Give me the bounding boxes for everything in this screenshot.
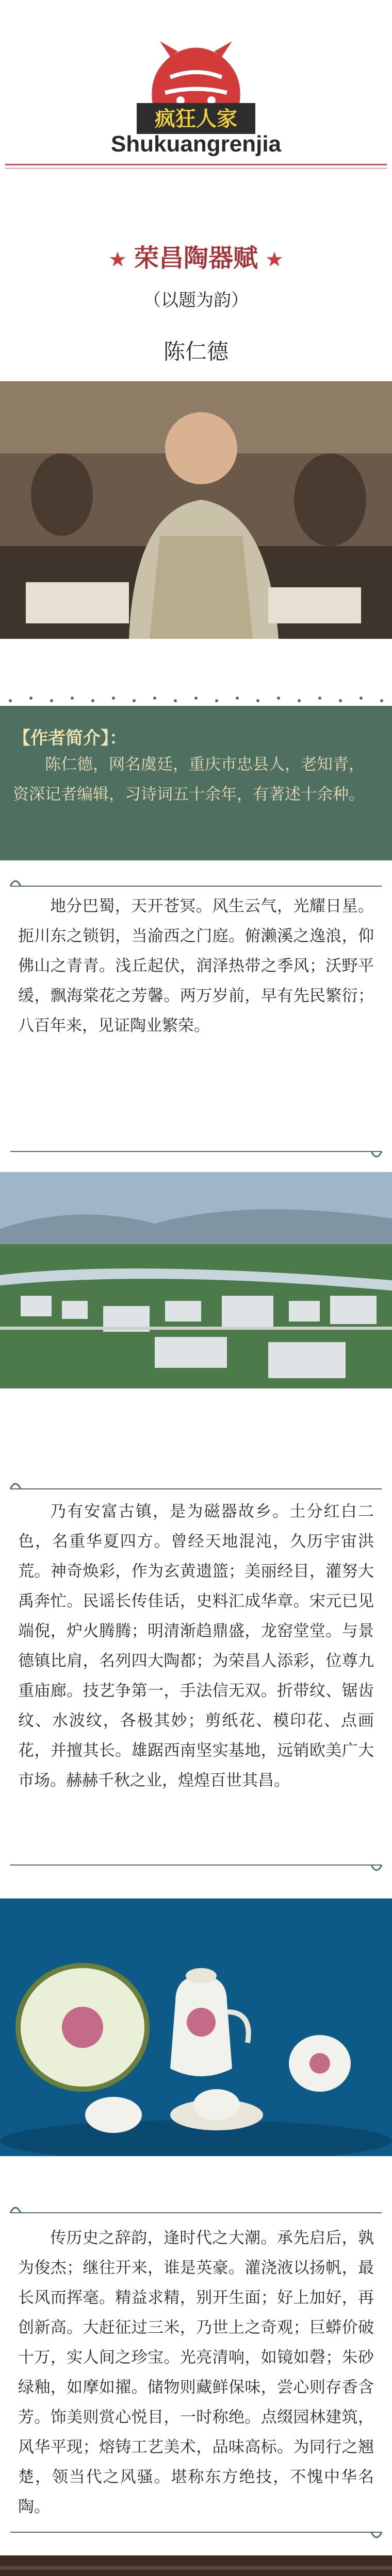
porcelain-tea-set-photo bbox=[0, 1899, 392, 2156]
author-photo bbox=[0, 381, 392, 639]
city-aerial-photo bbox=[0, 1172, 392, 1388]
body-paragraph-3: 传历史之辞韵，逢时代之大潮。承先启后，孰为俊杰；继往开来，谁是英豪。灌浇液以扬帆，最长风而挥毫。精益求精，别开生面；好上加好，再创新高。大赶征过三米，乃世上之奇观；巨蟒价破十万，实人间之珍宝。光亮清响，如镜如磬；朱砂绿釉，如摩如擢。储物则藏鲜保味，尝心则存香含芳。饰美则赏心悦目，一时称绝。点缀园林建筑，风华平现；熔铸工艺美术，品味高标。为同行之翘楚，领当代之风骚。堪称东方绝技，不愧中华名陶。 bbox=[18, 2229, 374, 2516]
article-title-row bbox=[0, 238, 392, 274]
paragraph-ornament bbox=[0, 1146, 392, 1167]
paragraph-ornament bbox=[0, 1473, 392, 1494]
author-intro-text: 陈仁德，网名虞廷，重庆市忠县人，老知青，资深记者编辑，习诗词五十余年，有著述十余种。 bbox=[13, 755, 365, 804]
author-intro-heading: 【作者简介】： bbox=[13, 728, 127, 749]
paragraph-ornament bbox=[0, 2527, 392, 2548]
star-icon: ★ bbox=[265, 248, 284, 272]
article-title: 荣昌陶器赋 bbox=[134, 244, 258, 273]
logo-cn-text: 疯狂人家 bbox=[155, 107, 237, 131]
article-author: 陈仁德 bbox=[163, 339, 228, 364]
paragraph-ornament bbox=[0, 871, 392, 891]
body-paragraph-1: 地分巴蜀，天开苍冥。风生云气，光耀日星。扼川东之锁钥，当渝西之门庭。俯濑溪之逸浪，仰佛山之青青。浅丘起伏，润泽热带之季风；沃野平缓，飘海棠花之芳馨。两万岁前，早有先民繁衍；八百年来，见证陶业繁荣。 bbox=[18, 897, 374, 1035]
paragraph-ornament bbox=[0, 1860, 392, 1880]
header-divider bbox=[5, 164, 387, 165]
article-subtitle: （以题为韵） bbox=[143, 290, 249, 311]
decorative-dots bbox=[0, 690, 392, 706]
pottery-museum-photo bbox=[0, 2555, 392, 2576]
paragraph-ornament bbox=[0, 2197, 392, 2218]
logo-english-name: Shukuangrenjia bbox=[110, 131, 282, 157]
star-icon: ★ bbox=[108, 248, 127, 272]
body-paragraph-2: 乃有安富古镇，是为磁器故乡。土分红白二色，名重华夏四方。曾经天地混沌，久历宇宙洪荒。神奇焕彩，作为玄黄遗篮；美丽经目，灌努大禹奔忙。民谣长传佳话，史料汇成华章。宋元已见端倪，炉火腾腾；明清渐趋鼎盛，龙窑堂堂。与景德镇比肩，名列四大陶都；为荣昌人添彩，位尊九重庙廊。技艺争第一，手法信无双。折带纹、锯齿纹、水波纹，各极其妙；剪纸花、模印花、点画花，并擅其长。雄踞西南坚实基地，远销欧美广大市场。赫赫千秋之业，煌煌百世其昌。 bbox=[18, 1502, 374, 1790]
